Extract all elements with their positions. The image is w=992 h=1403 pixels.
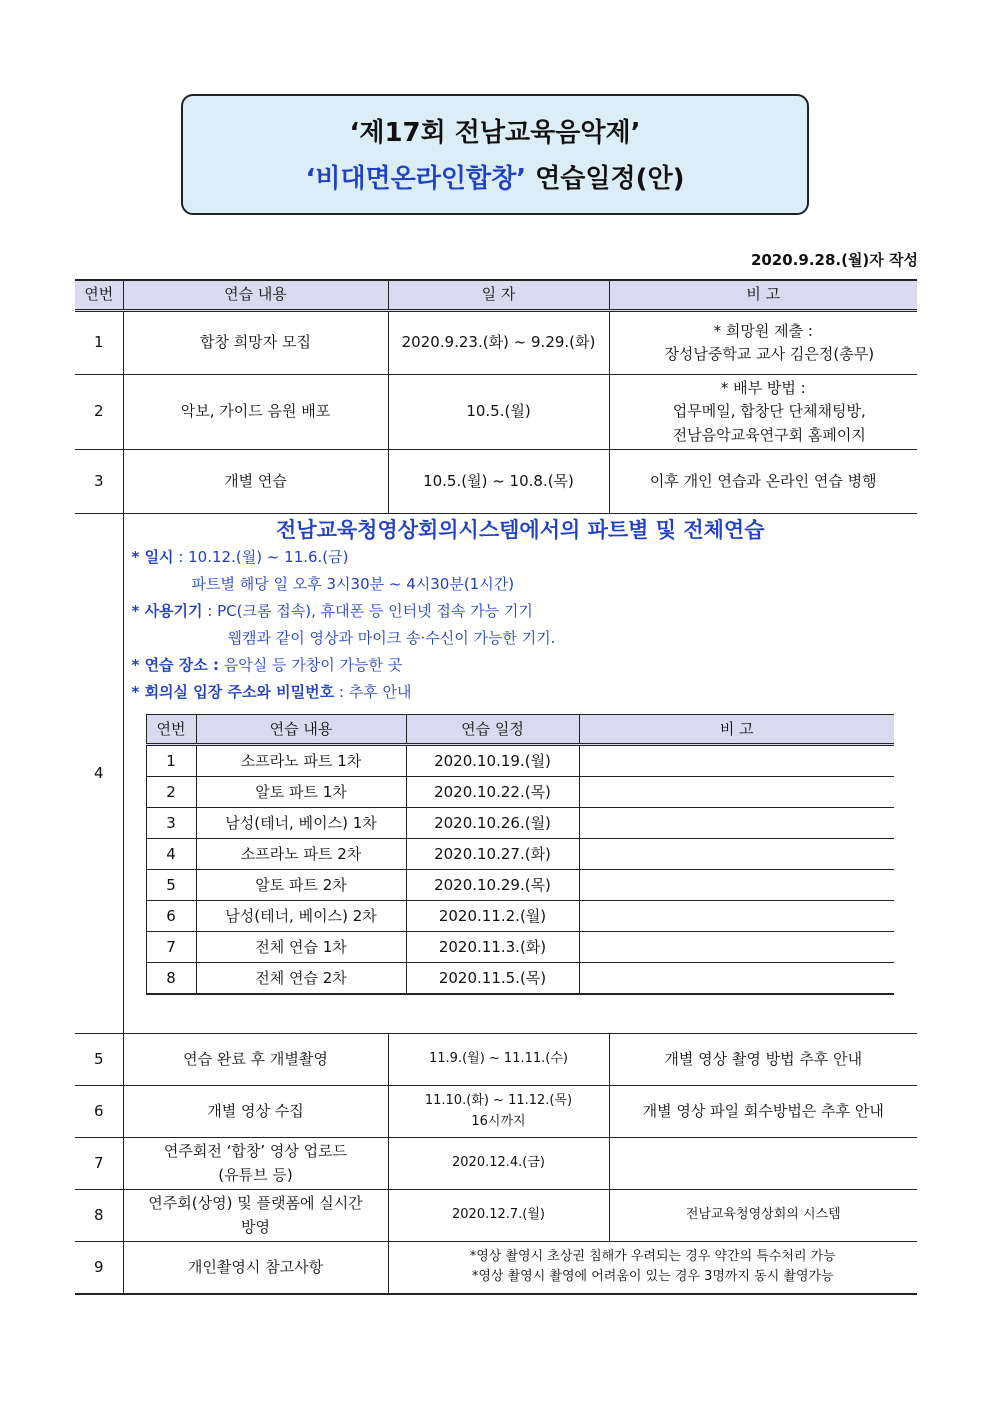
sub-header-content: 연습 내용 [196,715,406,745]
row-note: 개별 영상 촬영 방법 추후 안내 [609,1034,917,1086]
header-row [75,280,917,311]
sub-no: 7 [146,932,196,963]
sub-note [579,932,894,963]
row-no: 2 [75,375,123,450]
row-no: 4 [75,514,123,1034]
sub-row [146,808,894,839]
row-content [123,1138,388,1190]
row-note [609,311,917,375]
sub-date: 2020.11.2.(월) [406,901,579,932]
sub-date: 2020.10.22.(목) [406,777,579,808]
written-date: 2020.9.28.(월)자 작성 [750,251,918,269]
sub-content: 소프라노 파트 2차 [196,839,406,870]
sub-row [146,932,894,963]
content-line: (유튜브 등) [218,1165,293,1184]
content-line: 연주회(상영) 및 플랫폼에 실시간 [148,1194,363,1213]
sub-no: 8 [146,963,196,995]
sub-content: 전체 연습 1차 [196,932,406,963]
row-note [609,1138,917,1190]
sub-no: 2 [146,777,196,808]
room-value: : 추후 안내 [334,683,412,701]
note-line: *영상 촬영시 초상권 침해가 우려되는 경우 약간의 특수처리 가능 [469,1249,836,1265]
title-line-1: ‘제17회 전남교육음악제’ [349,118,641,148]
sub-note [579,963,894,995]
table-row [75,1086,917,1138]
room-line [132,679,918,706]
row-content: 개별 영상 수집 [123,1086,388,1138]
sub-no: 5 [146,870,196,901]
sub-content: 알토 파트 1차 [196,777,406,808]
content-line: 방영 [241,1217,270,1236]
sub-row [146,901,894,932]
row4-heading: 전남교육청영상회의시스템에서의 파트별 및 전체연습 [275,518,765,542]
sub-content: 전체 연습 2차 [196,963,406,995]
table-row-4 [75,514,917,1034]
schedule-table [75,279,917,1295]
schedule-detail: 파트별 해당 일 오후 3시30분 ~ 4시30분(1시간) [191,575,515,593]
note-line: * 희망원 제출 : [713,321,813,340]
row-no: 9 [75,1242,123,1294]
row-note [609,375,917,450]
row4-lines [124,544,918,706]
table-row [75,1242,917,1294]
sub-no: 1 [146,745,196,777]
sub-row [146,839,894,870]
sub-date: 2020.10.27.(화) [406,839,579,870]
row-no: 1 [75,311,123,375]
date-line: 16시까지 [471,1113,526,1129]
row-date: 10.5.(월) ~ 10.8.(목) [388,450,609,514]
sub-content: 알토 파트 2차 [196,870,406,901]
table-row [75,311,917,375]
header-no: 연번 [75,280,123,311]
row-date: 2020.9.23.(화) ~ 9.29.(화) [388,311,609,375]
sub-date: 2020.10.19.(월) [406,745,579,777]
row-date: 10.5.(월) [388,375,609,450]
sub-content: 남성(테너, 베이스) 2차 [196,901,406,932]
row-no: 8 [75,1190,123,1242]
sub-header-date: 연습 일정 [406,715,579,745]
row-no: 7 [75,1138,123,1190]
sub-content: 남성(테너, 베이스) 1차 [196,808,406,839]
sub-no: 6 [146,901,196,932]
room-label: * 회의실 입장 주소와 비밀번호 [131,683,335,701]
row-date: 11.9.(월) ~ 11.11.(수) [388,1034,609,1086]
title-rest: 연습일정(안) [526,164,685,194]
row-no: 5 [75,1034,123,1086]
sub-row [146,963,894,995]
table-row [75,1034,917,1086]
note-line: *영상 촬영시 촬영에 어려움이 있는 경우 3명까지 동시 촬영가능 [471,1269,834,1285]
row-date: 2020.12.4.(금) [388,1138,609,1190]
schedule-label: * 일시 [131,548,174,566]
row-no: 3 [75,450,123,514]
sub-row [146,870,894,901]
sub-no: 3 [146,808,196,839]
device-value: : PC(크롬 접속), 휴대폰 등 인터넷 접속 가능 기기 [202,602,533,620]
sub-header-no: 연번 [146,715,196,745]
device-label: * 사용기기 [131,602,203,620]
header-date: 일 자 [388,280,609,311]
sub-row [146,745,894,777]
schedule-value: : 10.12.(월) ~ 11.6.(금) [173,548,349,566]
table-row [75,450,917,514]
sub-date: 2020.11.3.(화) [406,932,579,963]
note-line: 전남음악교육연구회 홈페이지 [672,425,866,444]
place-label: * 연습 장소 : [131,656,219,674]
row-content: 개별 연습 [123,450,388,514]
date-line: 11.10.(화) ~ 11.12.(목) [424,1093,573,1109]
sub-note [579,777,894,808]
device-detail: 웹캠과 같이 영상과 마이크 송·수신이 가능한 기기. [227,629,556,647]
table-row [75,1138,917,1190]
row-content [123,1190,388,1242]
sub-note [579,839,894,870]
sub-note [579,870,894,901]
row-note: 전남교육청영상회의 시스템 [609,1190,917,1242]
row4-detail [123,514,917,1034]
practice-subtable [146,714,895,995]
sub-header-row [146,715,894,745]
sub-date: 2020.11.5.(목) [406,963,579,995]
row-date: 2020.12.7.(월) [388,1190,609,1242]
sub-date: 2020.10.26.(월) [406,808,579,839]
sub-note [579,901,894,932]
row-content: 개인촬영시 참고사항 [123,1242,388,1294]
place-value: 음악실 등 가창이 가능한 곳 [218,656,403,674]
title-box [181,94,809,215]
row-note: 이후 개인 연습과 온라인 연습 병행 [609,450,917,514]
header-content: 연습 내용 [123,280,388,311]
row-note: 개별 영상 파일 회수방법은 추후 안내 [609,1086,917,1138]
content-line: 연주회전 ‘합창’ 영상 업로드 [163,1142,348,1161]
title-highlight: ‘비대면온라인합창’ [305,164,527,194]
sub-date: 2020.10.29.(목) [406,870,579,901]
note-line: * 배부 방법 : [720,379,806,398]
schedule-line [132,544,918,571]
header-note: 비 고 [609,280,917,311]
device-line [132,598,918,625]
table-row [75,375,917,450]
row-no: 6 [75,1086,123,1138]
place-line [132,652,918,679]
row-content: 연습 완료 후 개별촬영 [123,1034,388,1086]
row-note [388,1242,917,1294]
sub-note [579,745,894,777]
sub-no: 4 [146,839,196,870]
title-line-2 [183,158,807,195]
sub-row [146,777,894,808]
table-row [75,1190,917,1242]
sub-content: 소프라노 파트 1차 [196,745,406,777]
row-content: 합창 희망자 모집 [123,311,388,375]
note-line: 장성남중학교 교사 김은정(총무) [664,345,875,363]
sub-note [579,808,894,839]
row-content: 악보, 가이드 음원 배포 [123,375,388,450]
sub-header-note: 비 고 [579,715,894,745]
row-date [388,1086,609,1138]
note-line: 업무메일, 합창단 단체채팅방, [672,402,866,421]
